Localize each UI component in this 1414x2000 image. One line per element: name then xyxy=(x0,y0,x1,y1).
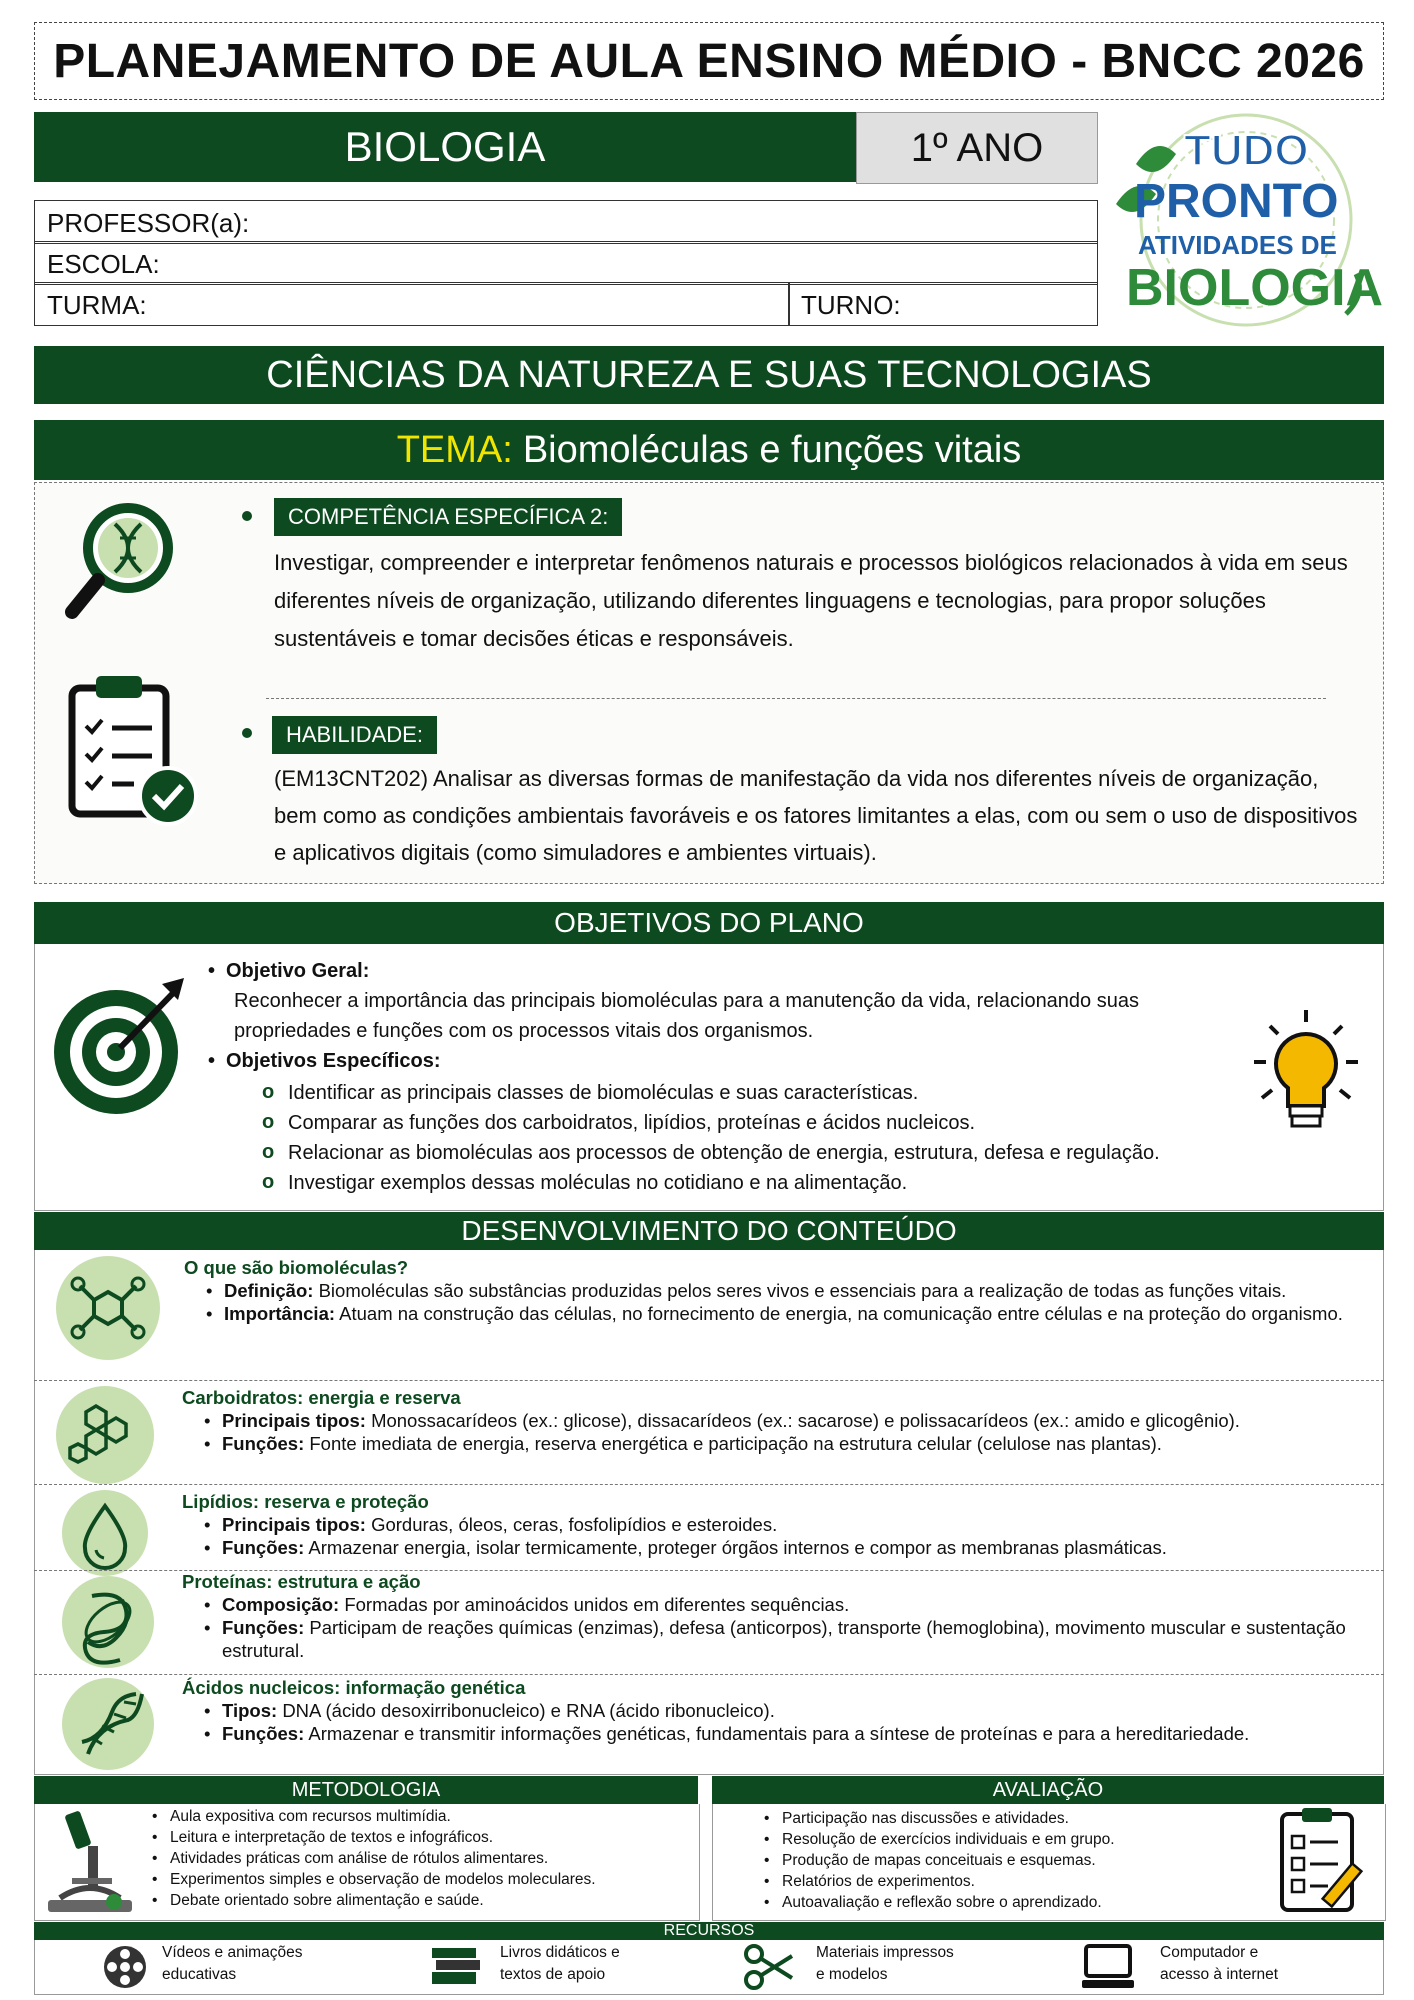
objetivos-title: OBJETIVOS DO PLANO xyxy=(554,907,864,938)
lightbulb-icon xyxy=(1250,1006,1360,1151)
tema-bar xyxy=(34,420,1384,480)
list-item: o Investigar exemplos dessas moléculas no cotidiano e na alimentação. xyxy=(258,1168,1224,1198)
section-title: Ácidos nucleicos: informação genética xyxy=(182,1677,526,1698)
page-title: PLANEJAMENTO DE AULA ENSINO MÉDIO - BNCC 2026 xyxy=(53,34,1365,88)
area-bar xyxy=(34,346,1384,404)
section-title: Lipídios: reserva e proteção xyxy=(182,1491,429,1512)
list-item: • Autoavaliação e reflexão sobre o aprendizado. xyxy=(760,1892,1280,1913)
escola-label: ESCOLA: xyxy=(47,249,160,279)
list-item: o Relacionar as biomoléculas aos processos de obtenção de energia, estrutura, defesa e regulação. xyxy=(258,1138,1224,1168)
list-item: • Principais tipos: Gorduras, óleos, ceras, fosfolipídios e esteroides. xyxy=(200,1513,1372,1536)
divider xyxy=(266,698,1326,699)
film-reel-icon xyxy=(100,1942,150,1997)
logo-line3: ATIVIDADES DE xyxy=(1138,230,1337,260)
content-section xyxy=(182,1570,1372,1662)
divider xyxy=(34,1484,1384,1485)
list-item: o Identificar as principais classes de biomoléculas e suas características. xyxy=(258,1078,1224,1108)
protein-fold-icon xyxy=(62,1576,154,1668)
section-title: Carboidratos: energia e reserva xyxy=(182,1387,461,1408)
microscope-icon xyxy=(40,1806,140,1923)
hexagon-chain-icon xyxy=(56,1386,154,1484)
list-item: • Aula expositiva com recursos multimídia. xyxy=(148,1806,693,1827)
list-item: • Resolução de exercícios individuais e em grupo. xyxy=(760,1829,1280,1850)
list-item: • Funções: Armazenar energia, isolar termicamente, proteger órgãos internos e compor as membranas plasmáticas. xyxy=(200,1536,1372,1559)
area-title: CIÊNCIAS DA NATUREZA E SUAS TECNOLOGIAS xyxy=(266,353,1152,396)
competencia-text: Investigar, compreender e interpretar fenômenos naturais e processos biológicos relacionados à vida em seus diferentes níveis de organização, utilizando diferentes linguagens e tecnologias, para propor soluções sustentáveis e tomar decisões éticas e responsáveis. xyxy=(274,550,1348,651)
list-item: • Composição: Formadas por aminoácidos unidos em diferentes sequências. xyxy=(200,1593,1372,1616)
escola-field[interactable] xyxy=(34,241,1098,285)
content-section xyxy=(182,1676,1372,1745)
avaliacao-title: AVALIAÇÃO xyxy=(992,1778,1104,1801)
recursos-title: RECURSOS xyxy=(663,1922,755,1939)
recurso-item: Livros didáticos e textos de apoio xyxy=(500,1944,620,1983)
logo-line4: BIOLOGIA xyxy=(1126,259,1384,317)
section-title: O que são biomoléculas? xyxy=(184,1257,409,1278)
desenvolvimento-bar xyxy=(34,1212,1384,1250)
content-section xyxy=(182,1490,1372,1559)
metodologia-title: METODOLOGIA xyxy=(291,1778,441,1801)
list-item: • Relatórios de experimentos. xyxy=(760,1871,1280,1892)
list-item: • Atividades práticas com análise de rótulos alimentares. xyxy=(148,1848,693,1869)
avaliacao-bar xyxy=(712,1776,1384,1804)
computer-icon xyxy=(1080,1942,1136,1997)
year-label: 1º ANO xyxy=(910,125,1044,170)
header-box xyxy=(34,22,1384,100)
professor-field[interactable] xyxy=(34,200,1098,244)
molecule-icon xyxy=(56,1256,160,1360)
objetivos-especificos-label: • Objetivos Específicos: xyxy=(204,1046,1224,1076)
turno-field[interactable] xyxy=(788,282,1098,326)
list-item: • Importância: Atuam na construção das células, no fornecimento de energia, na comunicação entre células e na proteção do organismo. xyxy=(202,1302,1364,1325)
metodologia-bar xyxy=(34,1776,698,1804)
tema-value: Biomoléculas e funções vitais xyxy=(522,428,1022,471)
scissors-icon xyxy=(742,1942,796,1997)
recursos-bar xyxy=(34,1922,1384,1940)
logo-line1: TUDO xyxy=(1184,126,1309,175)
list-item: • Experimentos simples e observação de modelos moleculares. xyxy=(148,1869,693,1890)
checklist-pencil-icon xyxy=(1278,1806,1374,1921)
list-item: • Funções: Armazenar e transmitir informações genéticas, fundamentais para a síntese de proteínas e para a hereditariedade. xyxy=(200,1722,1372,1745)
droplet-icon xyxy=(62,1490,148,1576)
subject-bar xyxy=(34,112,856,182)
recurso-item: Materiais impressos e modelos xyxy=(816,1944,954,1983)
list-item: • Produção de mapas conceituais e esquemas. xyxy=(760,1850,1280,1871)
recurso-item: Vídeos e animações educativas xyxy=(162,1944,303,1983)
logo xyxy=(1106,104,1388,336)
professor-label: PROFESSOR(a): xyxy=(47,208,250,238)
competencia-label: COMPETÊNCIA ESPECÍFICA 2: xyxy=(274,498,622,536)
list-item: • Leitura e interpretação de textos e infográficos. xyxy=(148,1827,693,1848)
objetivo-geral xyxy=(204,956,1224,1198)
divider xyxy=(34,1380,1384,1381)
metodologia-list xyxy=(148,1806,693,1911)
list-item: • Funções: Participam de reações químicas (enzimas), defesa (anticorpos), transporte (hemoglobina), movimento muscular e sustentação estrutural. xyxy=(200,1616,1372,1662)
bullet-dot xyxy=(242,728,252,738)
books-icon xyxy=(428,1944,482,1995)
list-item: o Comparar as funções dos carboidratos, lipídios, proteínas e ácidos nucleicos. xyxy=(258,1108,1224,1138)
year-box xyxy=(856,112,1098,184)
list-item: • Definição: Biomoléculas são substâncias produzidas pelos seres vivos e essenciais para a realização de todas as funções vitais. xyxy=(202,1279,1364,1302)
habilidade-label: HABILIDADE: xyxy=(272,716,437,754)
recurso-item: Computador e acesso à internet xyxy=(1160,1944,1279,1983)
turma-field[interactable] xyxy=(34,282,790,326)
logo-line2: PRONTO xyxy=(1134,175,1339,228)
avaliacao-list xyxy=(760,1808,1280,1913)
content-section xyxy=(184,1256,1364,1325)
content-section xyxy=(182,1386,1372,1455)
list-item: • Funções: Fonte imediata de energia, reserva energética e participação na estrutura celular (celulose nas plantas). xyxy=(200,1432,1372,1455)
divider xyxy=(34,1674,1384,1675)
habilidade-text: (EM13CNT202) Analisar as diversas formas de manifestação da vida nos diferentes níveis de organização, bem como as condições ambientais favoráveis e os fatores limitantes a elas, com ou sem o uso de dispositivos e aplicativos digitais (como simuladores e ambientes virtuais). xyxy=(274,766,1358,865)
desenvolvimento-title: DESENVOLVIMENTO DO CONTEÚDO xyxy=(461,1215,957,1246)
bullet-dot xyxy=(242,511,252,521)
list-item: • Participação nas discussões e atividades. xyxy=(760,1808,1280,1829)
target-arrow-icon xyxy=(50,970,190,1125)
objetivos-bar xyxy=(34,902,1384,944)
turma-label: TURMA: xyxy=(47,290,147,320)
dna-icon xyxy=(62,1678,154,1770)
objetivos-especificos-list xyxy=(204,1078,1224,1198)
magnifier-dna-icon xyxy=(60,494,190,635)
section-title: Proteínas: estrutura e ação xyxy=(182,1571,421,1592)
list-item: • Tipos: DNA (ácido desoxirribonucleico) e RNA (ácido ribonucleico). xyxy=(200,1699,1372,1722)
subject-name: BIOLOGIA xyxy=(344,123,546,170)
objetivo-geral-text: Reconhecer a importância das principais biomoléculas para a manutenção da vida, relacionando suas propriedades e funções com os processos vitais dos organismos. xyxy=(234,990,1139,1042)
objetivo-geral-label: • Objetivo Geral: xyxy=(204,956,1224,986)
tema-label: TEMA: xyxy=(396,428,513,471)
list-item: • Principais tipos: Monossacarídeos (ex.: glicose), dissacarídeos (ex.: sacarose) e polissacarídeos (ex.: amido e glicogênio). xyxy=(200,1409,1372,1432)
turno-label: TURNO: xyxy=(801,290,901,320)
clipboard-check-icon xyxy=(64,668,204,837)
list-item: • Debate orientado sobre alimentação e saúde. xyxy=(148,1890,693,1911)
